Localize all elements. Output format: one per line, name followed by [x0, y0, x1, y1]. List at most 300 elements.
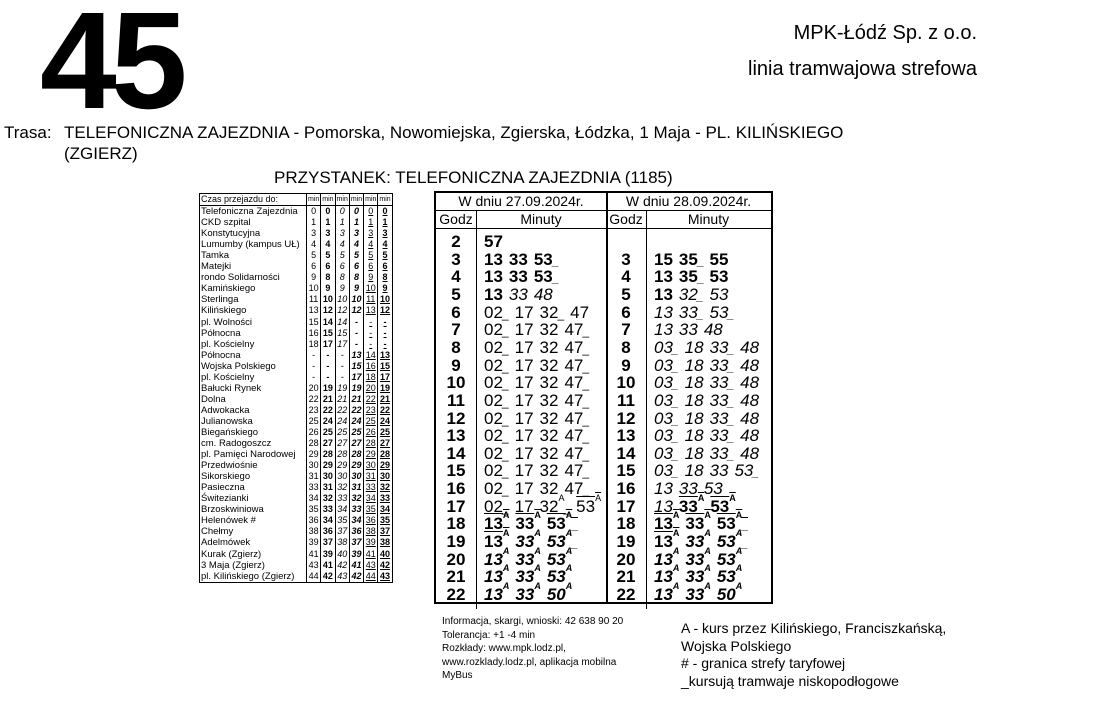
hour-row — [606, 339, 771, 357]
minute-value: 13 — [654, 302, 673, 322]
travel-time-cell: 1 — [335, 217, 349, 228]
travel-time-cell: 3 — [364, 228, 378, 239]
hour-row — [436, 427, 606, 445]
minute-value: 33 — [709, 355, 729, 375]
minute-value: 48 — [740, 390, 760, 410]
day-1-title: W dniu 27.09.2024r. — [436, 193, 606, 211]
departure-minute — [685, 392, 704, 410]
travel-time-cell: 30 — [321, 471, 335, 482]
hour-row — [436, 445, 606, 463]
travel-time-cell: 1 — [349, 217, 363, 228]
hour-cell: 7 — [451, 320, 461, 340]
minute-value: 02 — [484, 302, 503, 322]
departure-minute — [546, 581, 573, 604]
stop-name-cell: pl. Kościelny — [200, 372, 307, 383]
route-line-2: (ZGIERZ) — [64, 144, 138, 163]
travel-time-cell: 39 — [307, 537, 321, 548]
col-label: min — [364, 194, 378, 206]
minute-value: 47 — [564, 355, 584, 375]
footnote-mark: A — [565, 545, 573, 556]
travel-time-cell: 11 — [307, 294, 321, 305]
departure-minute — [654, 480, 673, 498]
footnote-mark: A — [534, 563, 541, 574]
footnote-mark: A — [502, 510, 510, 521]
minute-value: 17 — [514, 496, 534, 516]
travel-time-cell: 9 — [364, 272, 378, 283]
travel-time-cell: 4 — [349, 239, 363, 250]
hour-cell: 14 — [616, 443, 636, 463]
travel-time-cell: 3 — [307, 228, 321, 239]
minute-value: 50 — [546, 585, 566, 604]
stop-row — [200, 504, 393, 515]
travel-time-cell: 3 — [321, 228, 335, 239]
col-label: min — [321, 194, 335, 206]
travel-time-cell: 34 — [321, 515, 335, 526]
stop-name-cell: 3 Maja (Zgierz) — [200, 560, 307, 571]
travel-time-cell: 36 — [307, 515, 321, 526]
travel-time-cell: 39 — [364, 537, 378, 548]
departure-minute — [534, 286, 553, 304]
minute-value: 33 — [685, 585, 705, 604]
minute-value: 32 — [539, 355, 559, 375]
departure-minute — [710, 251, 729, 269]
travel-time-cell: 4 — [378, 239, 392, 250]
hour-row — [436, 545, 606, 569]
travel-time-cell: 21 — [378, 394, 392, 405]
minute-value: 48 — [703, 320, 723, 340]
travel-time-cell: - — [378, 328, 392, 339]
hour-cell: 10 — [616, 373, 636, 393]
travel-time-cell: 43 — [335, 571, 349, 583]
stop-row — [200, 317, 393, 328]
hour-row — [606, 480, 771, 498]
hour-row — [606, 427, 771, 445]
minute-value: 32 — [539, 373, 559, 393]
hour-cell: 3 — [451, 249, 461, 269]
minute-value: 33 — [515, 549, 535, 569]
stop-row — [200, 328, 393, 339]
stop-row — [200, 372, 393, 383]
departure-minute — [540, 427, 559, 445]
travel-time-cell: 6 — [378, 261, 392, 272]
travel-time-cell: 0 — [378, 206, 392, 218]
departure-minute — [515, 427, 534, 445]
travel-time-cell: 25 — [335, 427, 349, 438]
travel-time-cell: 26 — [364, 427, 378, 438]
footnote-mark: A — [534, 581, 541, 591]
travel-time-cell: 34 — [364, 493, 378, 504]
hour-row — [606, 510, 771, 534]
travel-time-cell: 6 — [307, 261, 321, 272]
footnote-mark: A — [565, 510, 573, 521]
departure-minute — [515, 321, 534, 339]
hour-row — [606, 492, 771, 516]
travel-time-cell: - — [307, 350, 321, 361]
travel-time-cell: 12 — [349, 305, 363, 316]
stop-row — [200, 515, 393, 526]
departure-minute — [540, 410, 559, 428]
minute-value: 13 — [654, 567, 673, 587]
stop-name-cell: Lumumby (kampus UŁ) — [200, 239, 307, 250]
col-label: min — [307, 194, 321, 206]
minute-value: 53 — [576, 496, 596, 516]
travel-time-cell: 25 — [378, 427, 392, 438]
travel-time-cell: 18 — [364, 372, 378, 383]
travel-time-cell: 39 — [349, 549, 363, 560]
hour-row — [606, 545, 771, 569]
travel-time-cell: 43 — [307, 560, 321, 571]
departure-minute — [685, 462, 704, 480]
hour-row — [436, 392, 606, 410]
footnote-mark: A — [565, 528, 573, 539]
stop-name-cell: Helenówek # — [200, 515, 307, 526]
footnote-mark: A — [729, 492, 736, 503]
minute-value: 13 — [484, 567, 503, 587]
hour-row — [606, 321, 771, 339]
minute-value: 33 — [709, 443, 729, 463]
travel-time-cell: 42 — [321, 571, 335, 583]
minute-value: 48 — [740, 408, 760, 428]
travel-time-cell: 12 — [378, 305, 392, 316]
departure-minute — [710, 462, 729, 480]
minute-value: 17 — [514, 337, 534, 357]
departure-minute — [740, 445, 759, 463]
minute-value: 53 — [709, 267, 729, 287]
travel-time-cell: 17 — [335, 339, 349, 350]
stop-row — [200, 427, 393, 438]
travel-time-cell: 3 — [378, 228, 392, 239]
minute-value: 53 — [546, 514, 566, 534]
footnote-mark: A — [704, 510, 711, 521]
stop-name-cell: Matejki — [200, 261, 307, 272]
minute-value: 48 — [740, 355, 760, 375]
day-2-title: W dniu 28.09.2024r. — [606, 193, 771, 211]
departure-minute — [515, 462, 534, 480]
stop-row — [200, 339, 393, 350]
travel-time-cell: 19 — [378, 383, 392, 394]
minute-value: 53 — [734, 461, 754, 481]
travel-time-cell: 30 — [349, 471, 363, 482]
hour-row — [606, 304, 771, 322]
day-2 — [606, 193, 771, 602]
travel-time-cell: 5 — [349, 250, 363, 261]
stop-name-cell: Kilińskiego — [200, 305, 307, 316]
minute-value: 17 — [514, 408, 534, 428]
hour-cell: 8 — [621, 337, 631, 357]
stop-name-cell: Świtezianki — [200, 493, 307, 504]
departure-minute — [515, 339, 534, 357]
minute-value: 33 — [678, 496, 698, 516]
minute-value: 17 — [514, 390, 534, 410]
hour-cell: 8 — [451, 337, 461, 357]
departure-minute — [685, 357, 704, 375]
travel-time-cell: 28 — [378, 449, 392, 460]
travel-time-cell: - — [307, 361, 321, 372]
footnote-mark: A — [704, 545, 711, 556]
hour-row — [606, 286, 771, 304]
departure-minute — [484, 286, 503, 304]
footnote-mark: A — [558, 492, 565, 503]
travel-time-cell: 25 — [307, 416, 321, 427]
legend-line: Wojska Polskiego — [681, 637, 792, 654]
minute-value: 53 — [716, 549, 736, 569]
stop-name-cell: cm. Radogoszcz — [200, 438, 307, 449]
stop-row — [200, 228, 393, 239]
day-2-head — [606, 211, 771, 229]
stop-name-cell: rondo Solidarności — [200, 272, 307, 283]
departure-minute — [515, 581, 541, 604]
hour-cell: 17 — [616, 496, 636, 516]
travel-time-cell: 37 — [378, 526, 392, 537]
travel-time-cell: 34 — [378, 504, 392, 515]
minute-value: 02 — [484, 443, 503, 463]
travel-time-cell: 21 — [321, 394, 335, 405]
travel-time-cell: 15 — [378, 361, 392, 372]
travel-time-cell: - — [364, 339, 378, 350]
travel-time-cell: 37 — [335, 526, 349, 537]
travel-time-cell: 10 — [364, 283, 378, 294]
stops-header: Czas przejazdu do: — [200, 194, 307, 206]
stop-row — [200, 361, 393, 372]
minute-value: 02 — [484, 320, 503, 340]
stop-row — [200, 350, 393, 361]
minute-value: 03 — [654, 461, 673, 481]
minute-value: 33 — [685, 514, 705, 534]
departure-minute — [685, 410, 704, 428]
travel-time-cell: 28 — [335, 449, 349, 460]
minute-value: 18 — [684, 461, 704, 481]
minute-value: 53 — [716, 532, 736, 552]
hour-row — [436, 563, 606, 587]
stop-row — [200, 261, 393, 272]
travel-time-cell: - — [321, 372, 335, 383]
stop-name-cell: Północna — [200, 328, 307, 339]
travel-time-cell: 25 — [321, 427, 335, 438]
departure-minute — [540, 339, 559, 357]
travel-time-cell: 31 — [307, 471, 321, 482]
route-label: Trasa: — [4, 123, 52, 142]
travel-time-cell: 21 — [335, 394, 349, 405]
departure-minute — [654, 286, 673, 304]
departure-minute — [678, 492, 705, 516]
departure-minute — [716, 581, 743, 604]
travel-time-cell: 29 — [321, 460, 335, 471]
travel-time-cell: 42 — [349, 571, 363, 583]
travel-time-cell: 27 — [321, 438, 335, 449]
departure-minute — [540, 321, 559, 339]
stop-row — [200, 283, 393, 294]
info-line: MyBus — [442, 670, 473, 681]
stop-row — [200, 394, 393, 405]
departure-minute — [509, 286, 528, 304]
minute-value: 32 — [539, 479, 559, 499]
minute-value: 33 — [515, 514, 535, 534]
hour-row — [436, 339, 606, 357]
hour-cell: 5 — [451, 284, 461, 304]
travel-time-cell: 44 — [307, 571, 321, 583]
travel-time-cell: 0 — [307, 206, 321, 218]
departure-minute — [484, 268, 503, 286]
hour-cell: 7 — [621, 320, 631, 340]
hour-cell: 19 — [616, 532, 636, 552]
stop-row — [200, 526, 393, 537]
minute-value: 13 — [654, 514, 673, 534]
hour-row — [606, 462, 771, 480]
travel-time-cell: 5 — [364, 250, 378, 261]
departure-minute — [740, 410, 759, 428]
minute-value: 50 — [716, 585, 736, 604]
travel-time-cell: 13 — [349, 350, 363, 361]
minute-value: 13 — [654, 479, 673, 499]
stop-name-cell: Przedwiośnie — [200, 460, 307, 471]
departure-minute — [740, 357, 759, 375]
minute-value: 15 — [654, 249, 673, 269]
minute-value: 03 — [654, 408, 673, 428]
travel-time-cell: 37 — [349, 537, 363, 548]
stop-name-cell: Chełmy — [200, 526, 307, 537]
travel-time-cell: - — [349, 328, 363, 339]
travel-time-cell: 1 — [378, 217, 392, 228]
stop-row — [200, 250, 393, 261]
departure-minute — [515, 304, 534, 322]
stop-row — [200, 471, 393, 482]
minute-value: 35 — [678, 249, 698, 269]
travel-time-cell: 35 — [335, 515, 349, 526]
minute-value: 57 — [484, 232, 503, 251]
stop-name-cell: pl. Kilińskiego (Zgierz) — [200, 571, 307, 583]
departure-minute — [515, 445, 534, 463]
stop-row — [200, 493, 393, 504]
info-line: Tolerancja: +1 -4 min — [442, 629, 536, 641]
travel-time-cell: 34 — [349, 515, 363, 526]
travel-time-cell: 34 — [335, 504, 349, 515]
travel-time-cell: 29 — [378, 460, 392, 471]
minute-value: 32 — [539, 320, 559, 340]
travel-time-cell: 22 — [349, 405, 363, 416]
company-name: MPK-Łódź Sp. z o.o. — [793, 22, 977, 44]
departure-minute — [704, 321, 723, 339]
travel-time-cell: 29 — [335, 460, 349, 471]
departure-minute — [540, 480, 559, 498]
travel-time-cell: 19 — [335, 383, 349, 394]
minute-value: 53 — [716, 567, 736, 587]
stop-row — [200, 217, 393, 228]
travel-time-cell: 41 — [349, 560, 363, 571]
stop-row — [200, 383, 393, 394]
travel-time-cell: 13 — [307, 305, 321, 316]
hour-cell: 4 — [451, 267, 461, 287]
minute-value: 33 — [515, 585, 535, 604]
minute-value: 47 — [564, 443, 584, 463]
travel-time-cell: 16 — [364, 361, 378, 372]
minute-value: 35 — [678, 267, 698, 287]
departure-minute — [740, 392, 759, 410]
departure-minute — [710, 268, 729, 286]
travel-time-cell: 44 — [364, 571, 378, 583]
hour-row — [436, 528, 606, 552]
minute-value: 32 — [539, 302, 559, 322]
travel-time-cell: 1 — [307, 217, 321, 228]
stop-name-cell: Północna — [200, 350, 307, 361]
travel-time-cell: 20 — [307, 383, 321, 394]
travel-time-cell: 40 — [335, 549, 349, 560]
departure-minute — [740, 339, 759, 357]
hour-cell: 15 — [446, 461, 466, 481]
travel-time-cell: 35 — [364, 504, 378, 515]
travel-time-cell: 6 — [321, 261, 335, 272]
hour-cell: 16 — [616, 479, 636, 499]
travel-time-cell: 29 — [364, 449, 378, 460]
minute-value: 33 — [508, 284, 528, 304]
travel-time-cell: 24 — [349, 416, 363, 427]
travel-time-cell: 9 — [321, 283, 335, 294]
hour-cell: 12 — [446, 408, 466, 428]
hour-cell: 4 — [621, 267, 631, 287]
stop-name-cell: pl. Pamięci Narodowej — [200, 449, 307, 460]
travel-time-cell: 10 — [378, 294, 392, 305]
minute-value: 33 — [508, 267, 528, 287]
minute-value: 13 — [654, 267, 673, 287]
footnote-mark: A — [704, 581, 711, 591]
departure-minute — [685, 581, 711, 604]
minute-value: 47 — [564, 390, 584, 410]
minute-value: 13 — [654, 284, 673, 304]
travel-time-cell: 42 — [335, 560, 349, 571]
footnote-mark: A — [672, 510, 680, 521]
travel-time-cell: 1 — [321, 217, 335, 228]
hour-row — [436, 304, 606, 322]
travel-time-cell: 10 — [307, 283, 321, 294]
minute-value: 17 — [514, 373, 534, 393]
minute-value: 13 — [484, 284, 503, 304]
minute-value: 18 — [684, 390, 704, 410]
stop-row — [200, 449, 393, 460]
travel-time-cell: 41 — [307, 549, 321, 560]
travel-time-cell: - — [335, 372, 349, 383]
minute-value: 53 — [709, 302, 729, 322]
travel-time-cell: 30 — [335, 471, 349, 482]
travel-time-cell: 33 — [335, 493, 349, 504]
travel-time-cell: 39 — [321, 549, 335, 560]
travel-time-cell: 5 — [378, 250, 392, 261]
travel-time-cell: - — [349, 317, 363, 328]
hour-cell: 17 — [446, 496, 466, 516]
travel-time-cell: 3 — [349, 228, 363, 239]
travel-time-cell: - — [378, 317, 392, 328]
minute-value: 55 — [709, 249, 729, 269]
minutes-label: Minuty — [520, 211, 562, 227]
footnote-mark: A — [735, 563, 743, 574]
travel-time-cell: 43 — [364, 560, 378, 571]
stop-name: PRZYSTANEK: TELEFONICZNA ZAJEZDNIA (1185) — [274, 168, 673, 187]
minute-value: 02 — [484, 390, 503, 410]
travel-time-cell: 11 — [364, 294, 378, 305]
minute-value: 53 — [546, 532, 566, 552]
footnote-mark: A — [502, 528, 510, 539]
hour-row — [436, 357, 606, 375]
minute-value: 53 — [709, 284, 729, 304]
legend — [681, 620, 946, 690]
minute-value: 48 — [740, 337, 760, 357]
minute-value: 47 — [564, 408, 584, 428]
hour-cell: 22 — [446, 585, 466, 604]
minute-value: 17 — [514, 443, 534, 463]
col-label: min — [335, 194, 349, 206]
departure-minute — [515, 357, 534, 375]
hour-cell: 6 — [451, 302, 461, 322]
minute-value: 48 — [533, 284, 553, 304]
hour-cell: 19 — [446, 532, 466, 552]
